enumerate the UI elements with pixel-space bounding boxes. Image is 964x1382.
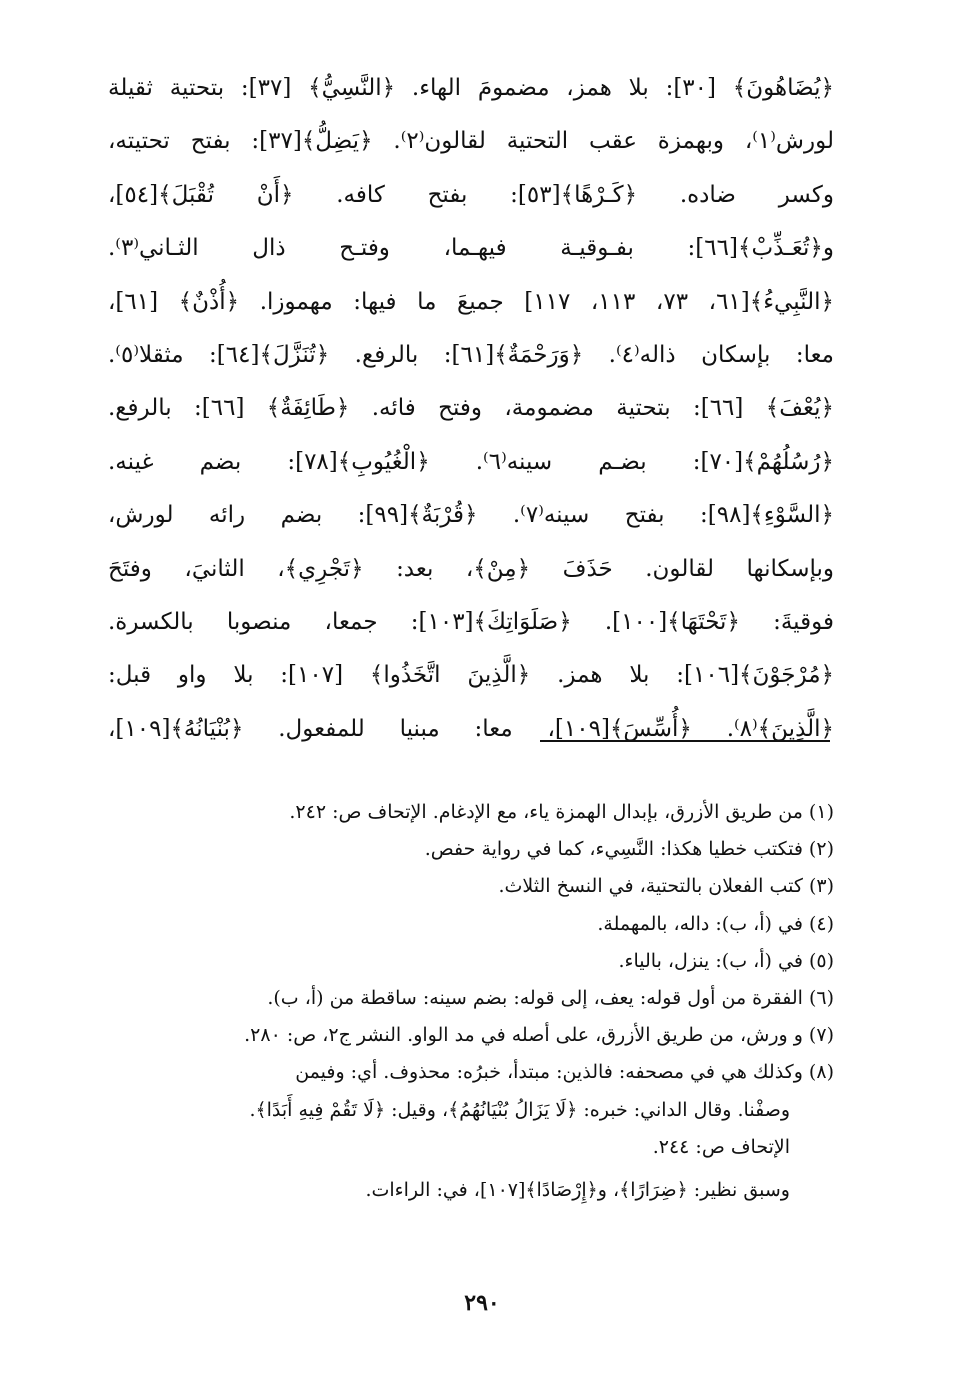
footnote-line: (٦) الفقرة من أول قوله: يعف، إلى قوله: بضم سينه: ساقطة من (أ، ب). xyxy=(267,986,834,1009)
main-text-line: ﴿السَّوْءِ﴾[٩٨]: بفتح سينه⁽٧⁾. ﴿قُرْبَةٌ﴾[٩٩]: بضم رائه لورش، xyxy=(108,502,834,529)
footnote-line: وسبق نظير: ﴿ضِرَارًا﴾، و﴿إِرْصَادًا﴾[١٠٧]، في: الراءات. xyxy=(365,1178,790,1201)
main-text-line: ﴿النَّبِيءُ﴾[٦١، ٧٣، ١١٣، ١١٧] جميعَ ما فيها: مهموزا. ﴿أُذْنٌ﴾ [٦١]، xyxy=(108,288,834,315)
footnote-line: (٣) كتب الفعلان بالتحتية، في النسخ الثلاث. xyxy=(498,875,834,898)
main-text-line: معا: بإسكان ذاله⁽٤⁾. ﴿وَرَحْمَةٌ﴾[٦١]: بالرفع. ﴿تُنَزَّلَ﴾[٦٤]: مثقلا⁽٥⁾. xyxy=(108,341,834,368)
footnotes-block xyxy=(108,794,834,1209)
footnote-line: الإتحاف ص: ٢٤٤. xyxy=(652,1135,790,1158)
main-text-line: ﴿يُضَاهُونَ﴾ [٣٠]: بلا همز، مضمومَ الهاء. ﴿النَّسِيُّ﴾ [٣٧]: بتحتية ثقيلة xyxy=(108,75,834,101)
page-number: ٢٩٠ xyxy=(464,1290,500,1316)
main-text-line: وكسر ضاده. ﴿كَـرْهًا﴾[٥٣]: بفتح كافه. ﴿أَنْ تُقْبَلَ﴾[٥٤]، xyxy=(108,181,834,208)
main-text-line: ﴿يُعْفَ﴾ [٦٦]: بتحتية مضمومة، وفتح فائه. ﴿طَائِفَةٌ﴾ [٦٦]: بالرفع. xyxy=(108,395,834,422)
footnote-line: وصفْنا. وقال الداني: خبره: ﴿لَا يَزَالُ بُنْيَانُهُمُ﴾، وقيل: ﴿لَا تَقُمْ فِيهِ أَبَدًا﴾. xyxy=(249,1098,790,1121)
main-text-line: و﴿تُعَـذِّبْ﴾[٦٦]: بفـوقيـة فيهـما، وفتـح ذال الثـاني⁽٣⁾. xyxy=(108,235,834,262)
footnote-line: (١) من طريق الأزرق، بإبدال الهمزة ياء، مع الإدغام. الإتحاف ص: ٢٤٢. xyxy=(289,801,834,823)
main-text-line: فوقيةَ: ﴿تَحْتَهَا﴾[١٠٠]. ﴿صَلَوَاتِكَ﴾[١٠٣]: جمعا، منصوبا بالكسرة. xyxy=(108,608,834,635)
main-text-line: ﴿مُرْجَوْنَ﴾[١٠٦]: بلا همز. ﴿الَّذِينَ اتَّخَذُوا﴾ [١٠٧]: بلا واو قبل: xyxy=(108,662,834,689)
footnote-line: (٤) في (أ، ب): داله، بالمهملة. xyxy=(597,912,834,935)
footnote-line: (٧) و ورش، من طريق الأزرق، على أصله في مد الواو. النشر ج٢، ص: ٢٨٠. xyxy=(244,1024,834,1047)
footnote-line: (٨) وكذلك هي في مصحفه: فالذين: مبتدأ، خبرُه: محذوف. أي: وفيمن xyxy=(295,1061,834,1084)
main-text-line: وبإسكانها لقالون. حَذَفَ ﴿مِنْ﴾، بعد: ﴿تَجْرِي﴾، الثانيَ، وفتَحَ xyxy=(108,555,834,582)
footnote-line: (٢) فتكتب خطيا هكذا: النَّسِيء، كما في رواية حفص. xyxy=(424,838,834,861)
main-text-line: ﴿الَّذِينَ﴾⁽٨⁾. ﴿أُسِّسَ﴾[١٠٩]، معا: مبنيا للمفعول. ﴿بُنْيَانُهُ﴾[١٠٩]، xyxy=(108,715,834,742)
footnote-line: (٥) في (أ، ب): ينزل، بالياء. xyxy=(618,949,834,972)
footnote-divider xyxy=(540,740,830,742)
main-text-line: ﴿رُسُلُهُمْ﴾[٧٠]: بضـم سينه⁽٦⁾. ﴿الْغُيُوبِ﴾[٧٨]: بضم غينه. xyxy=(108,448,834,475)
main-text-block xyxy=(108,62,834,756)
main-text-line: لورش⁽١⁾، وبهمزة عقب التحتية لقالون⁽٢⁾. ﴿يَضِلُّ﴾[٣٧]: بفتح تحتيته، xyxy=(108,128,834,155)
